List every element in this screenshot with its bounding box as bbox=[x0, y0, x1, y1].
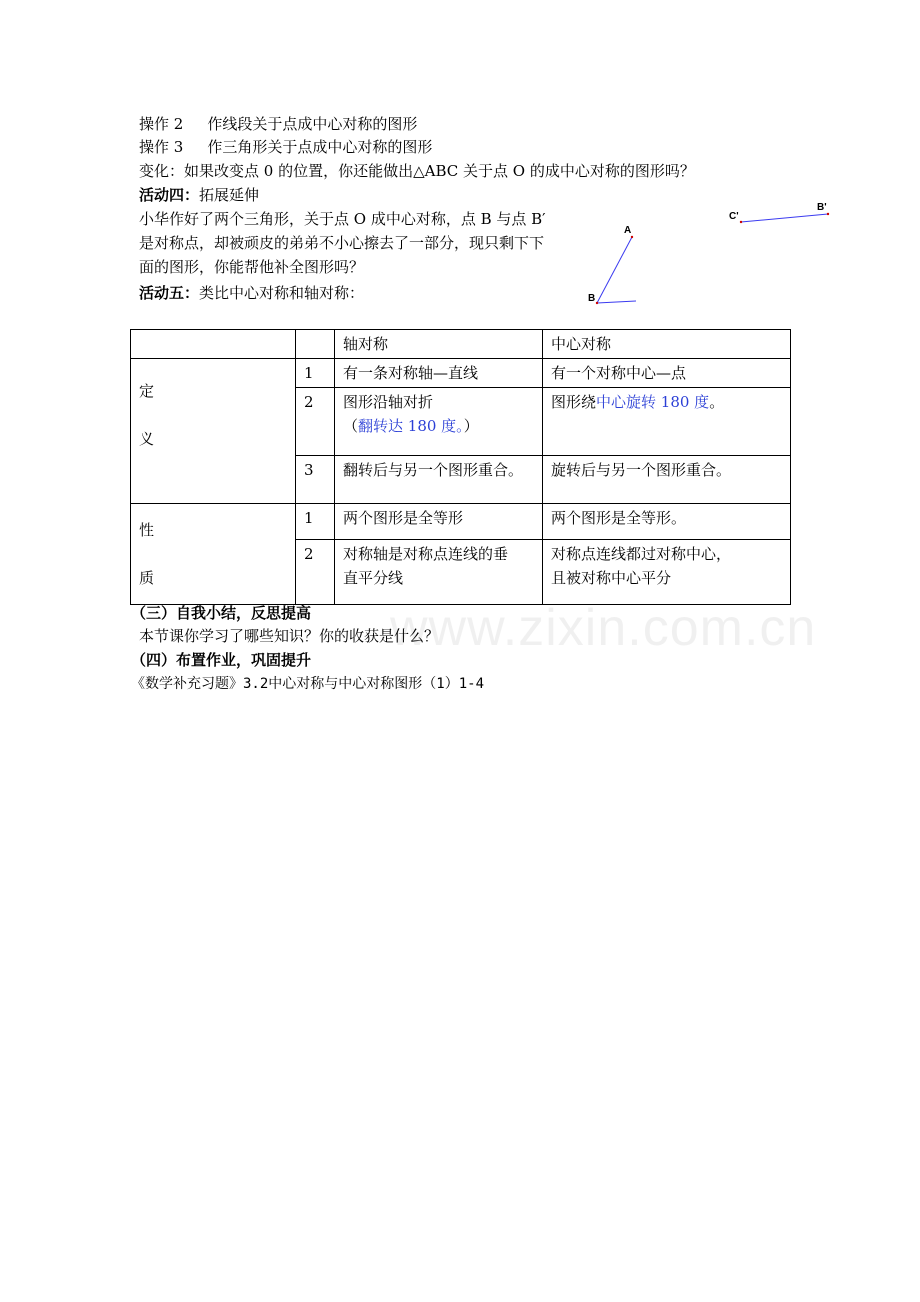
row-number: 1 bbox=[296, 504, 335, 540]
definition-char-1: 定 bbox=[139, 382, 155, 400]
label-c-prime: C' bbox=[729, 211, 739, 222]
definition-char-2: 义 bbox=[139, 430, 155, 448]
table-row bbox=[131, 359, 791, 388]
segment-c-prime-b-prime bbox=[741, 214, 828, 222]
label-b-prime: B' bbox=[817, 202, 827, 213]
segment-b-bottom bbox=[597, 301, 636, 303]
label-a: A bbox=[624, 225, 632, 236]
center-cell bbox=[543, 388, 791, 456]
property-category-cell bbox=[131, 504, 296, 605]
story-line-2: 是对称点，却被顽皮的弟弟不小心擦去了一部分，现只剩下下 bbox=[139, 234, 545, 252]
op3-label: 操作 3 bbox=[139, 138, 184, 156]
axis-cell bbox=[335, 388, 543, 456]
axis-line-1: 对称轴是对称点连线的垂 bbox=[343, 544, 509, 563]
point-c-prime bbox=[740, 221, 742, 223]
center-line-2: 且被对称中心平分 bbox=[551, 568, 672, 587]
segment-ab bbox=[597, 237, 632, 303]
header-num-cell bbox=[296, 330, 335, 359]
watermark: www.zixin.com.cn bbox=[390, 599, 817, 657]
point-a bbox=[631, 236, 633, 238]
op2-label: 操作 2 bbox=[139, 115, 184, 133]
homework-text: 《数学补充习题》3.2中心对称与中心对称图形（1）1-4 bbox=[131, 676, 484, 692]
triangle-fragment-figure bbox=[0, 0, 920, 320]
definition-category-cell bbox=[131, 359, 296, 504]
axis-line-2-post: ） bbox=[463, 417, 479, 435]
activity-5-title: 活动五： bbox=[139, 284, 200, 302]
header-axis-symmetry: 轴对称 bbox=[335, 330, 543, 359]
row-number: 1 bbox=[296, 359, 335, 388]
axis-line-2: 直平分线 bbox=[343, 568, 404, 587]
point-b-prime bbox=[827, 213, 829, 215]
axis-cell bbox=[335, 539, 543, 604]
section-3-title: （三）自我小结，反思提高 bbox=[131, 604, 312, 622]
axis-line-2-pre: （ bbox=[343, 417, 359, 435]
center-blue: 中心旋转 180 度 bbox=[596, 393, 710, 411]
activity-4-text: 拓展延伸 bbox=[199, 186, 260, 204]
property-char-2: 质 bbox=[139, 569, 155, 587]
activity-4-title: 活动四： bbox=[139, 186, 200, 204]
axis-cell: 翻转后与另一个图形重合。 bbox=[335, 456, 543, 504]
axis-line-2-blue: 翻转达 180 度。 bbox=[358, 417, 464, 435]
row-number: 3 bbox=[296, 456, 335, 504]
axis-line-1: 图形沿轴对折 bbox=[343, 393, 434, 411]
row-number: 2 bbox=[296, 388, 335, 456]
story-line-1: 小华作好了两个三角形，关于点 O 成中心对称，点 B 与点 B′ bbox=[139, 210, 546, 228]
section-4-title: （四）布置作业，巩固提升 bbox=[131, 651, 312, 669]
center-cell bbox=[543, 539, 791, 604]
variation-line: 变化：如果改变点 0 的位置，你还能做出△ABC 关于点 O 的成中心对称的图形吗？ bbox=[139, 162, 695, 180]
table-row bbox=[131, 504, 791, 540]
center-post: 。 bbox=[709, 393, 725, 411]
center-cell: 旋转后与另一个图形重合。 bbox=[543, 456, 791, 504]
activity-5-text: 类比中心对称和轴对称： bbox=[199, 284, 365, 302]
table-header-row bbox=[131, 330, 791, 359]
axis-cell: 有一条对称轴—直线 bbox=[335, 359, 543, 388]
row-number: 2 bbox=[296, 539, 335, 604]
header-empty-cell bbox=[131, 330, 296, 359]
center-pre: 图形绕 bbox=[551, 393, 597, 411]
reflection-question: 本节课你学习了哪些知识？你的收获是什么？ bbox=[139, 627, 440, 645]
center-cell: 两个图形是全等形。 bbox=[543, 504, 791, 540]
comparison-table bbox=[130, 329, 791, 605]
point-b bbox=[596, 302, 598, 304]
op2-text: 作线段关于点成中心对称的图形 bbox=[207, 115, 418, 133]
property-char-1: 性 bbox=[139, 521, 155, 539]
op3-text: 作三角形关于点成中心对称的图形 bbox=[207, 138, 433, 156]
center-line-1: 对称点连线都过对称中心， bbox=[551, 544, 732, 563]
center-cell: 有一个对称中心—点 bbox=[543, 359, 791, 388]
label-b: B bbox=[588, 293, 596, 304]
story-line-3: 面的图形，你能帮他补全图形吗？ bbox=[139, 258, 365, 276]
header-center-symmetry: 中心对称 bbox=[543, 330, 791, 359]
axis-cell: 两个图形是全等形 bbox=[335, 504, 543, 540]
